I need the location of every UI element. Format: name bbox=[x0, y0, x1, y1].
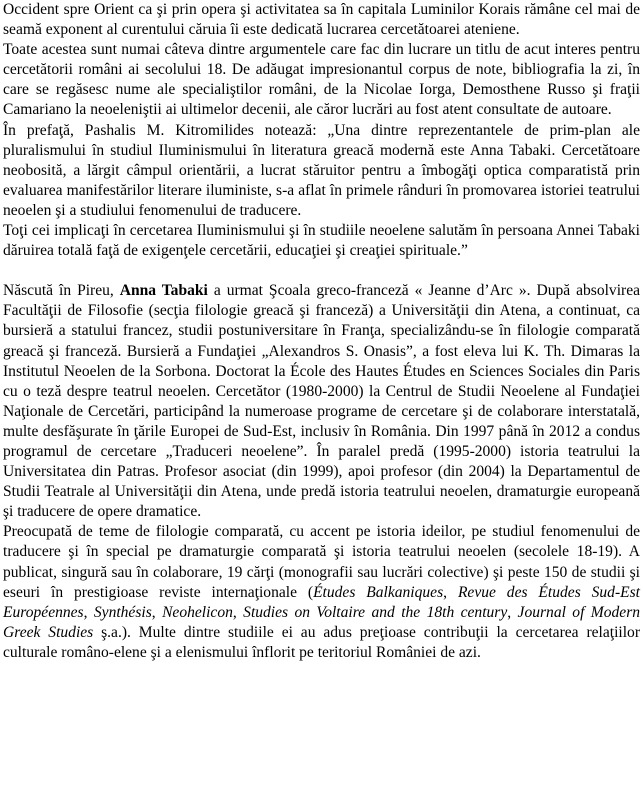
paragraph-biography bbox=[3, 281, 640, 522]
journal-title: Revue des Études Sud-Est Européennes bbox=[3, 583, 641, 621]
journal-title: Neohelicon bbox=[162, 603, 233, 621]
research-text: Preocupată de teme de filologie comparată, cu accent pe istoria ideilor, pe studiul fenomenului de traducere şi în special pe dramaturgie comparată şi istoria teatrului neoelen (secolele 18-19). A publicat, singură sau în colaborare, 19 cărţi (monografii sau lucrări colective) şi peste 150 de studii şi eseuri în prestigioase reviste internaţionale ( bbox=[3, 523, 640, 601]
research-text-end: ş.a.). Multe dintre studiile ei au adus preţioase contribuţii la cercetarea relaţiilor culturale româno-elene şi a elenismului înflorit pe teritoriul României de azi. bbox=[3, 623, 640, 661]
journal-title: Studies on Voltaire and the 18th century bbox=[243, 603, 508, 621]
separator: , bbox=[83, 603, 94, 621]
journal-title: Synthésis bbox=[93, 603, 152, 621]
bio-intro: Născută în Pireu, bbox=[3, 282, 120, 300]
paragraph-korais: Occident spre Orient ca şi prin opera şi activitatea sa în capitala Luminilor Korais rămâne cel mai de seamă exponent al curentului căruia îi este dedicată lucrarea cercetătoarei ateniene. bbox=[3, 1, 640, 39]
journal-title: Études Balkaniques bbox=[313, 583, 444, 601]
author-name: Anna Tabaki bbox=[119, 282, 208, 300]
paragraph-arguments: Toate acestea sunt numai câteva dintre argumentele care fac din lucrare un titlu de acut interes pentru cercetătorii români ai secolului 18. De adăugat impresionantul corpus de note, bibliografia la zi, în care se regăsesc nume ale specialiştilor români, de la Nicolae Iorga, Demosthene Russo şi fraţii Camariano la neoeleniştii ai ultimelor decenii, ale căror lucrări au fost atent consultate de autoare. bbox=[3, 41, 640, 119]
separator: , bbox=[507, 603, 518, 621]
separator: , bbox=[443, 583, 458, 601]
journal-title: Journal of Modern Greek Studies bbox=[3, 603, 641, 641]
separator: , bbox=[151, 603, 163, 621]
paragraph-preface: În prefaţă, Pashalis M. Kitromilides notează: „Una dintre reprezentantele de prim-plan ale pluralismului în studiul Iluminismului în literatura greacă modernă este Anna Tabaki. Cercetătoare neobosită, a lărgit câmpul orientării, a lucrat stăruitor pentru a îmbogăţi optica comparatistă prin evaluarea manifestărilor literare iluministe, s-a aflat în primele rânduri în promovarea istoriei teatrului neoelen şi a studiului fenomenului de traducere. bbox=[3, 121, 640, 219]
paragraph-research bbox=[3, 522, 640, 663]
paragraph-gap bbox=[3, 261, 640, 281]
paragraph-preface-closing: Toţi cei implicaţi în cercetarea Iluminismului şi în studiile neoelene salutăm în persoana Annei Tabaki dăruirea totală faţă de exigenţele cercetării, educaţiei şi creaţiei spirituale.” bbox=[3, 222, 640, 260]
separator: , bbox=[232, 603, 244, 621]
bio-text: a urmat Şcoala greco-franceză « Jeanne d’Arc ». După absolvirea Facultăţii de Filosofie (secţia filologie greacă şi franceză) a Universităţii din Atena, a continuat, ca bursieră a statului francez, studii postuniversitare în Franţa, specializându-se în filologie comparată greacă şi franceză. Bursieră a Fundaţiei „Alexandros S. Onasis”, a fost eleva lui K. Th. Dimaras la Institutul Neoelen de la Sorbona. Doctorat la École des Hautes Études en Sciences Sociales din Paris cu o teză despre teatrul neoelen. Cercetător (1980-2000) la Centrul de Studii Neoelene al Fundaţiei Naţionale de Cercetări, participând la numeroase programe de cercetare şi de colaborare interstatală, multe desfăşurate în ţările Europei de Sud-Est, inclusiv în România. Din 1997 până în 2012 a condus programul de cercetare „Traduceri neoelene”. În paralel predă (1995-2000) istoria teatrului la Universitatea din Patras. Profesor asociat (din 1999), apoi profesor (din 2004) la Departamentul de Studii Teatrale al Universităţii din Atena, unde predă istoria teatrului neoelen, dramaturgie europeană şi traducere de opere dramatice. bbox=[3, 282, 640, 521]
